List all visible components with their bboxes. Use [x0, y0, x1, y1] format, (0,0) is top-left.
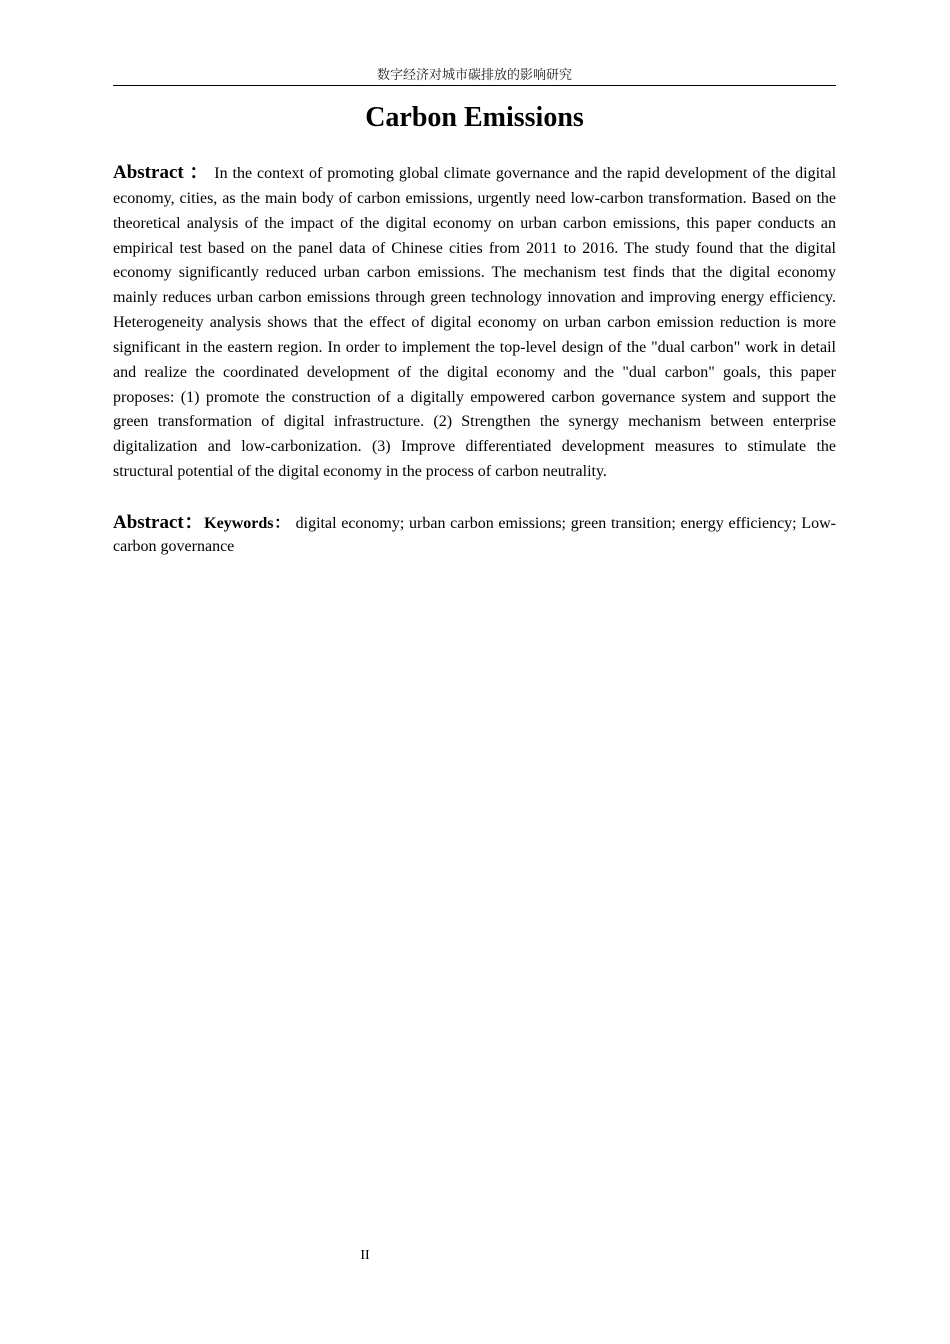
abstract-label: Abstract ：: [113, 162, 210, 183]
keywords-abstract-label: Abstract：: [113, 512, 205, 533]
abstract-text: In the context of promoting global climate governance and the rapid development of the digital economy, cities, as the main body of carbon emissions, urgently need low-carbon transformation. Based on the theoretical analysis of the impact of the digital economy on urban carbon emissions, this paper conducts an empirical test based on the panel data of Chinese cities from 2011 to 2016. The study found that the digital economy significantly reduced urban carbon emissions. The mechanism test finds that the digital economy mainly reduces urban carbon emissions through green technology innovation and improving energy efficiency. Heterogeneity analysis shows that the effect of digital economy on urban carbon emission reduction is more significant in the eastern region. In order to implement the top-level design of the "dual carbon" work in detail and realize the coordinated development of the digital economy and the "dual carbon" goals, this paper proposes: (1) promote the construction of a digitally empowered carbon governance system and support the green transformation of digital infrastructure. (2) Strengthen the synergy mechanism between enterprise digitalization and low-carbonization. (3) Improve differentiated development measures to stimulate the structural potential of the digital economy in the process of carbon neutrality.: [113, 165, 837, 481]
keywords-paragraph: [113, 511, 836, 558]
running-header: 数字经济对城市碳排放的影响研究: [376, 67, 572, 82]
keywords-text: digital economy; urban carbon emissions; green transition; energy efficiency; Low-carbon governance: [113, 515, 836, 555]
page-number: II: [360, 1248, 370, 1263]
keywords-label: Keywords：: [204, 515, 291, 532]
page-title: Carbon Emissions: [365, 102, 584, 133]
header-rule: [113, 85, 836, 86]
abstract-paragraph: [113, 161, 836, 485]
